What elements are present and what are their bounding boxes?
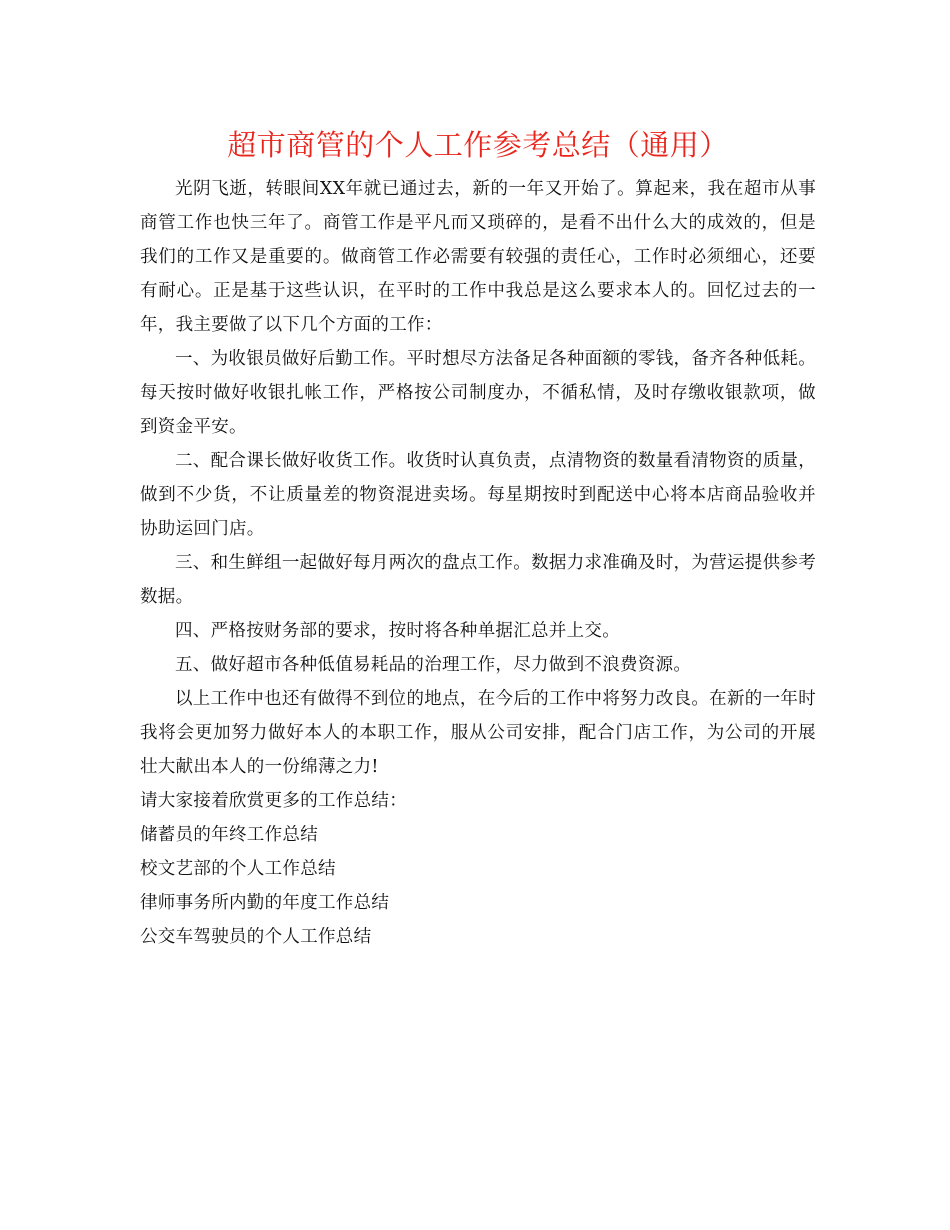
list-item bbox=[140, 920, 816, 954]
document-title: 超市商管的个人工作参考总结（通用） bbox=[227, 128, 729, 162]
document-body bbox=[140, 172, 816, 784]
related-link-1[interactable]: 储蓄员的年终工作总结 bbox=[140, 825, 318, 845]
paragraph-conclusion: 以上工作中也还有做得不到位的地点，在今后的工作中将努力改良。在新的一年时我将会更加努力做好本人的本职工作，服从公司安排，配合门店工作，为公司的开展壮大献出本人的一份绵薄之力! bbox=[140, 689, 816, 777]
related-link-4[interactable]: 公交车驾驶员的个人工作总结 bbox=[140, 927, 372, 947]
paragraph-item-5: 五、做好超市各种低值易耗品的治理工作，尽力做到不浪费资源。 bbox=[175, 655, 692, 675]
related-link-2[interactable]: 校文艺部的个人工作总结 bbox=[140, 859, 336, 879]
paragraph-intro: 光阴飞逝，转眼间XX年就已通过去，新的一年又开始了。算起来，我在超市从事商管工作也快三年了。商管工作是平凡而又琐碎的，是看不出什么大的成效的，但是我们的工作又是重要的。做商管工作必需要有较强的责任心，工作时必须细心，还要有耐心。正是基于这些认识，在平时的工作中我总是这么要求本人的。回忆过去的一年，我主要做了以下几个方面的工作： bbox=[140, 179, 816, 335]
document-page bbox=[140, 126, 816, 954]
paragraph-item-3: 三、和生鲜组一起做好每月两次的盘点工作。数据力求准确及时，为营运提供参考数据。 bbox=[140, 553, 816, 607]
paragraph-item-1: 一、为收银员做好后勤工作。平时想尽方法备足各种面额的零钱，备齐各种低耗。每天按时做好收银扎帐工作，严格按公司制度办，不循私情，及时存缴收银款项，做到资金平安。 bbox=[140, 349, 816, 437]
more-summaries-intro: 请大家接着欣赏更多的工作总结： bbox=[140, 791, 407, 811]
list-item bbox=[140, 818, 816, 852]
list-item bbox=[140, 886, 816, 920]
paragraph-item-4: 四、严格按财务部的要求，按时将各种单据汇总并上交。 bbox=[175, 621, 620, 641]
related-links-list bbox=[140, 818, 816, 954]
related-link-3[interactable]: 律师事务所内勤的年度工作总结 bbox=[140, 893, 390, 913]
paragraph-item-2: 二、配合课长做好收货工作。收货时认真负责，点清物资的数量看清物资的质量，做到不少货，不让质量差的物资混进卖场。每星期按时到配送中心将本店商品验收并协助运回门店。 bbox=[140, 451, 816, 539]
list-item bbox=[140, 852, 816, 886]
